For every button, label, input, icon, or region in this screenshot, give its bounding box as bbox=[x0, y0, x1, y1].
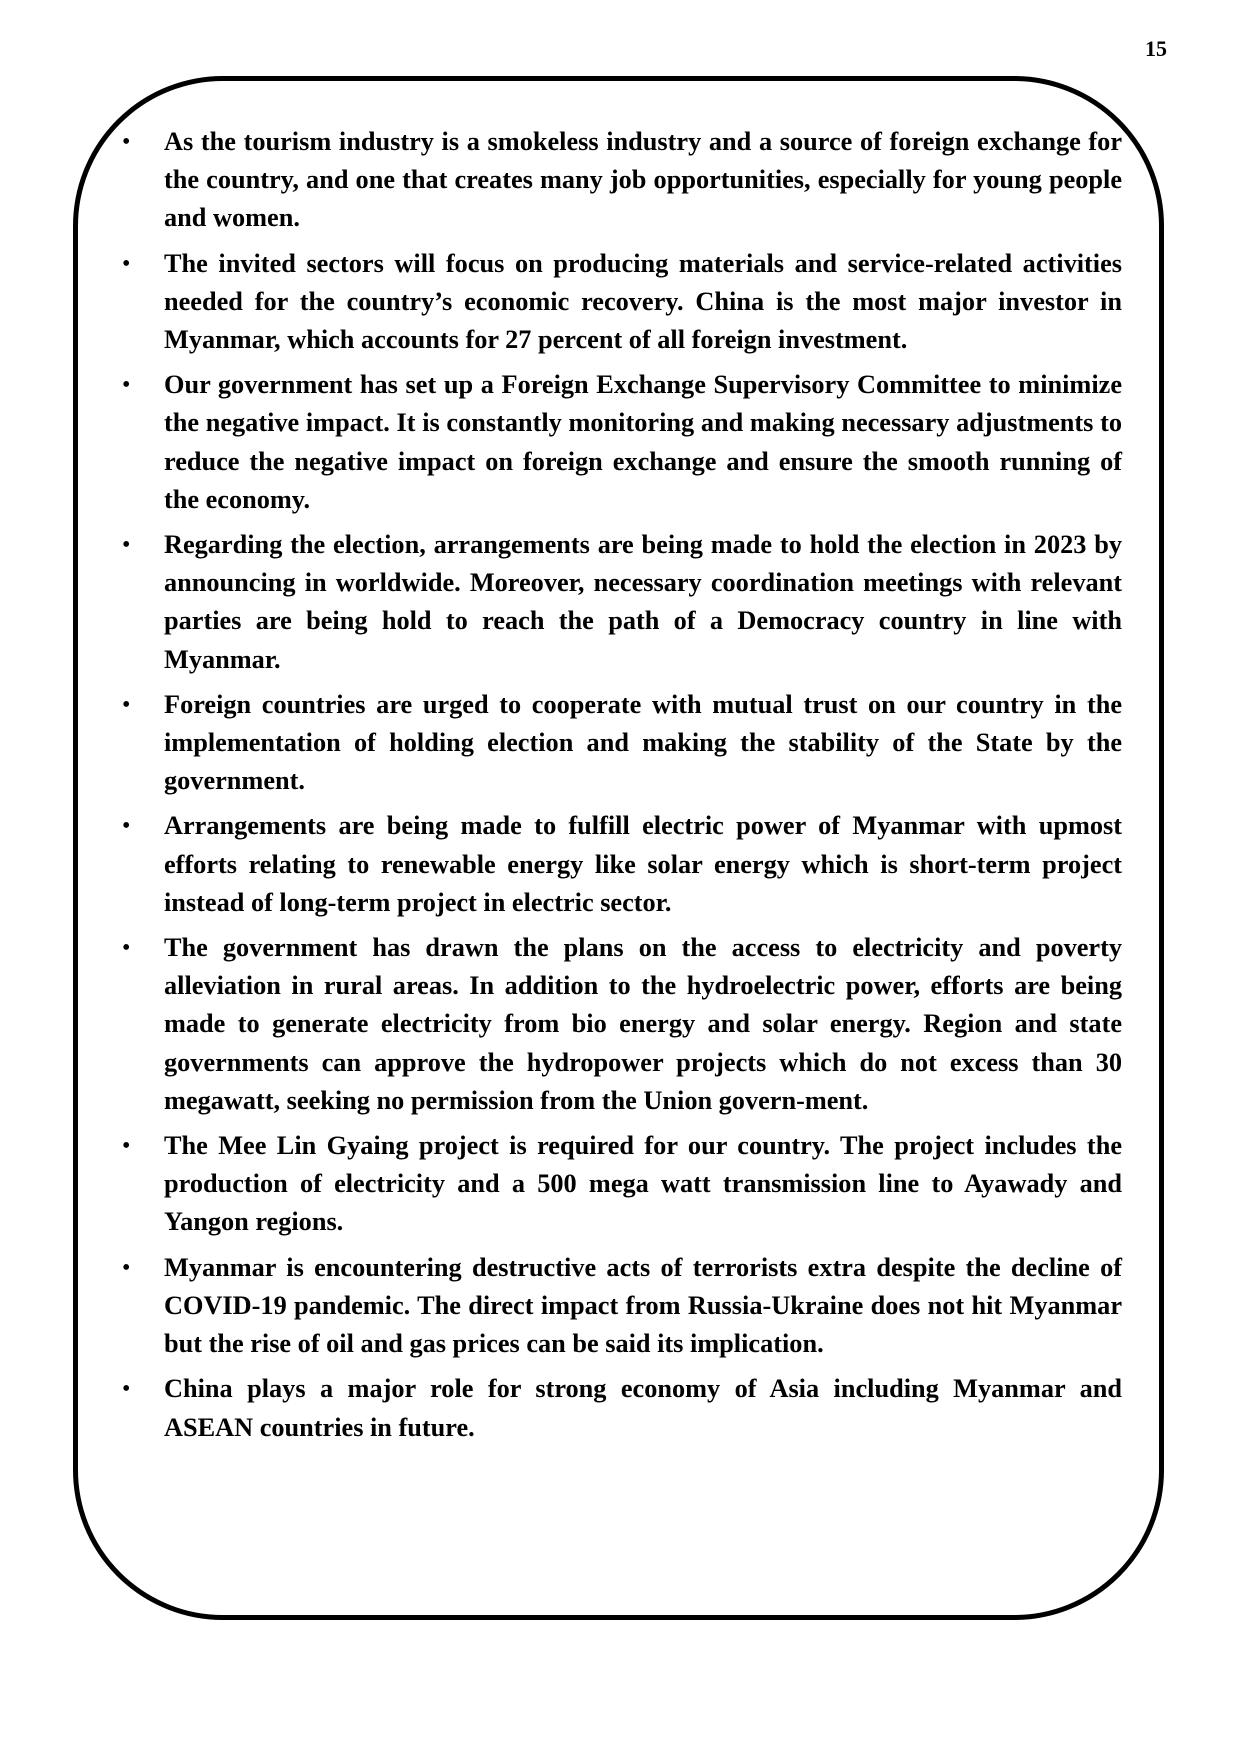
list-item bbox=[114, 123, 1122, 238]
list-item bbox=[114, 1249, 1122, 1364]
bullet-icon: • bbox=[122, 1133, 131, 1160]
bullet-icon: • bbox=[122, 129, 131, 155]
list-item bbox=[114, 1370, 1122, 1446]
bullet-icon: • bbox=[122, 1254, 131, 1281]
bullet-text: The government has drawn the plans on the access to electricity and poverty alleviation in rural areas. In addition to the hydroelectric power, efforts are being made to generate electricity from bio energy and solar energy. Region and state governments can approve the hydropower projects which do not excess than 30 megawatt, seeking no permission from the Union govern-ment. bbox=[164, 933, 1122, 1115]
bullet-list bbox=[114, 123, 1122, 1454]
list-item bbox=[114, 366, 1122, 519]
list-item bbox=[114, 807, 1122, 922]
list-item bbox=[114, 1127, 1122, 1242]
bullet-icon: • bbox=[122, 532, 131, 559]
bullet-text: Myanmar is encountering destructive acts of terrorists extra despite the decline of COVID-19 pandemic. The direct impact from Russia-Ukraine does not hit Myanmar but the rise of oil and gas prices can be said its implication. bbox=[164, 1252, 1122, 1359]
bullet-text: The Mee Lin Gyaing project is required for our country. The project includes the production of electricity and a 500 mega watt transmission line to Ayawady and Yangon regions. bbox=[164, 1131, 1122, 1237]
bullet-text: Regarding the election, arrangements are being made to hold the election in 2023 by announcing in worldwide. Moreover, necessary coordination meetings with relevant parties are being hold to reach the path of a Democracy country in line with Myanmar. bbox=[164, 530, 1122, 674]
bullet-icon: • bbox=[122, 935, 131, 962]
bullet-icon: • bbox=[122, 691, 131, 718]
bullet-icon: • bbox=[122, 1376, 131, 1403]
bullet-text: The invited sectors will focus on producing materials and service-related activities needed for the country’s economic recovery. China is the most major investor in Myanmar, which accounts for 27 percent of all foreign investment. bbox=[164, 248, 1122, 355]
bullet-icon: • bbox=[122, 813, 131, 840]
bullet-text: As the tourism industry is a smokeless industry and a source of foreign exchange for the country, and one that creates many job opportunities, especially for young people and women. bbox=[164, 127, 1122, 233]
bullet-text: Our government has set up a Foreign Exchange Supervisory Committee to minimize the negative impact. It is constantly monitoring and making necessary adjustments to reduce the negative impact on foreign exchange and ensure the smooth running of the economy. bbox=[164, 370, 1122, 514]
bullet-text: Arrangements are being made to fulfill electric power of Myanmar with upmost efforts relating to renewable energy like solar energy which is short-term project instead of long-term project in electric sector. bbox=[164, 811, 1122, 917]
list-item bbox=[114, 929, 1122, 1120]
bullet-text: Foreign countries are urged to cooperate with mutual trust on our country in the implementation of holding election and making the stability of the State by the government. bbox=[164, 689, 1122, 796]
list-item bbox=[114, 245, 1122, 360]
list-item bbox=[114, 686, 1122, 801]
list-item bbox=[114, 526, 1122, 679]
bullet-icon: • bbox=[122, 372, 131, 399]
bullet-text: China plays a major role for strong economy of Asia including Myanmar and ASEAN countries in future. bbox=[164, 1374, 1122, 1442]
bullet-icon: • bbox=[122, 250, 131, 277]
page-number: 15 bbox=[1145, 36, 1167, 61]
